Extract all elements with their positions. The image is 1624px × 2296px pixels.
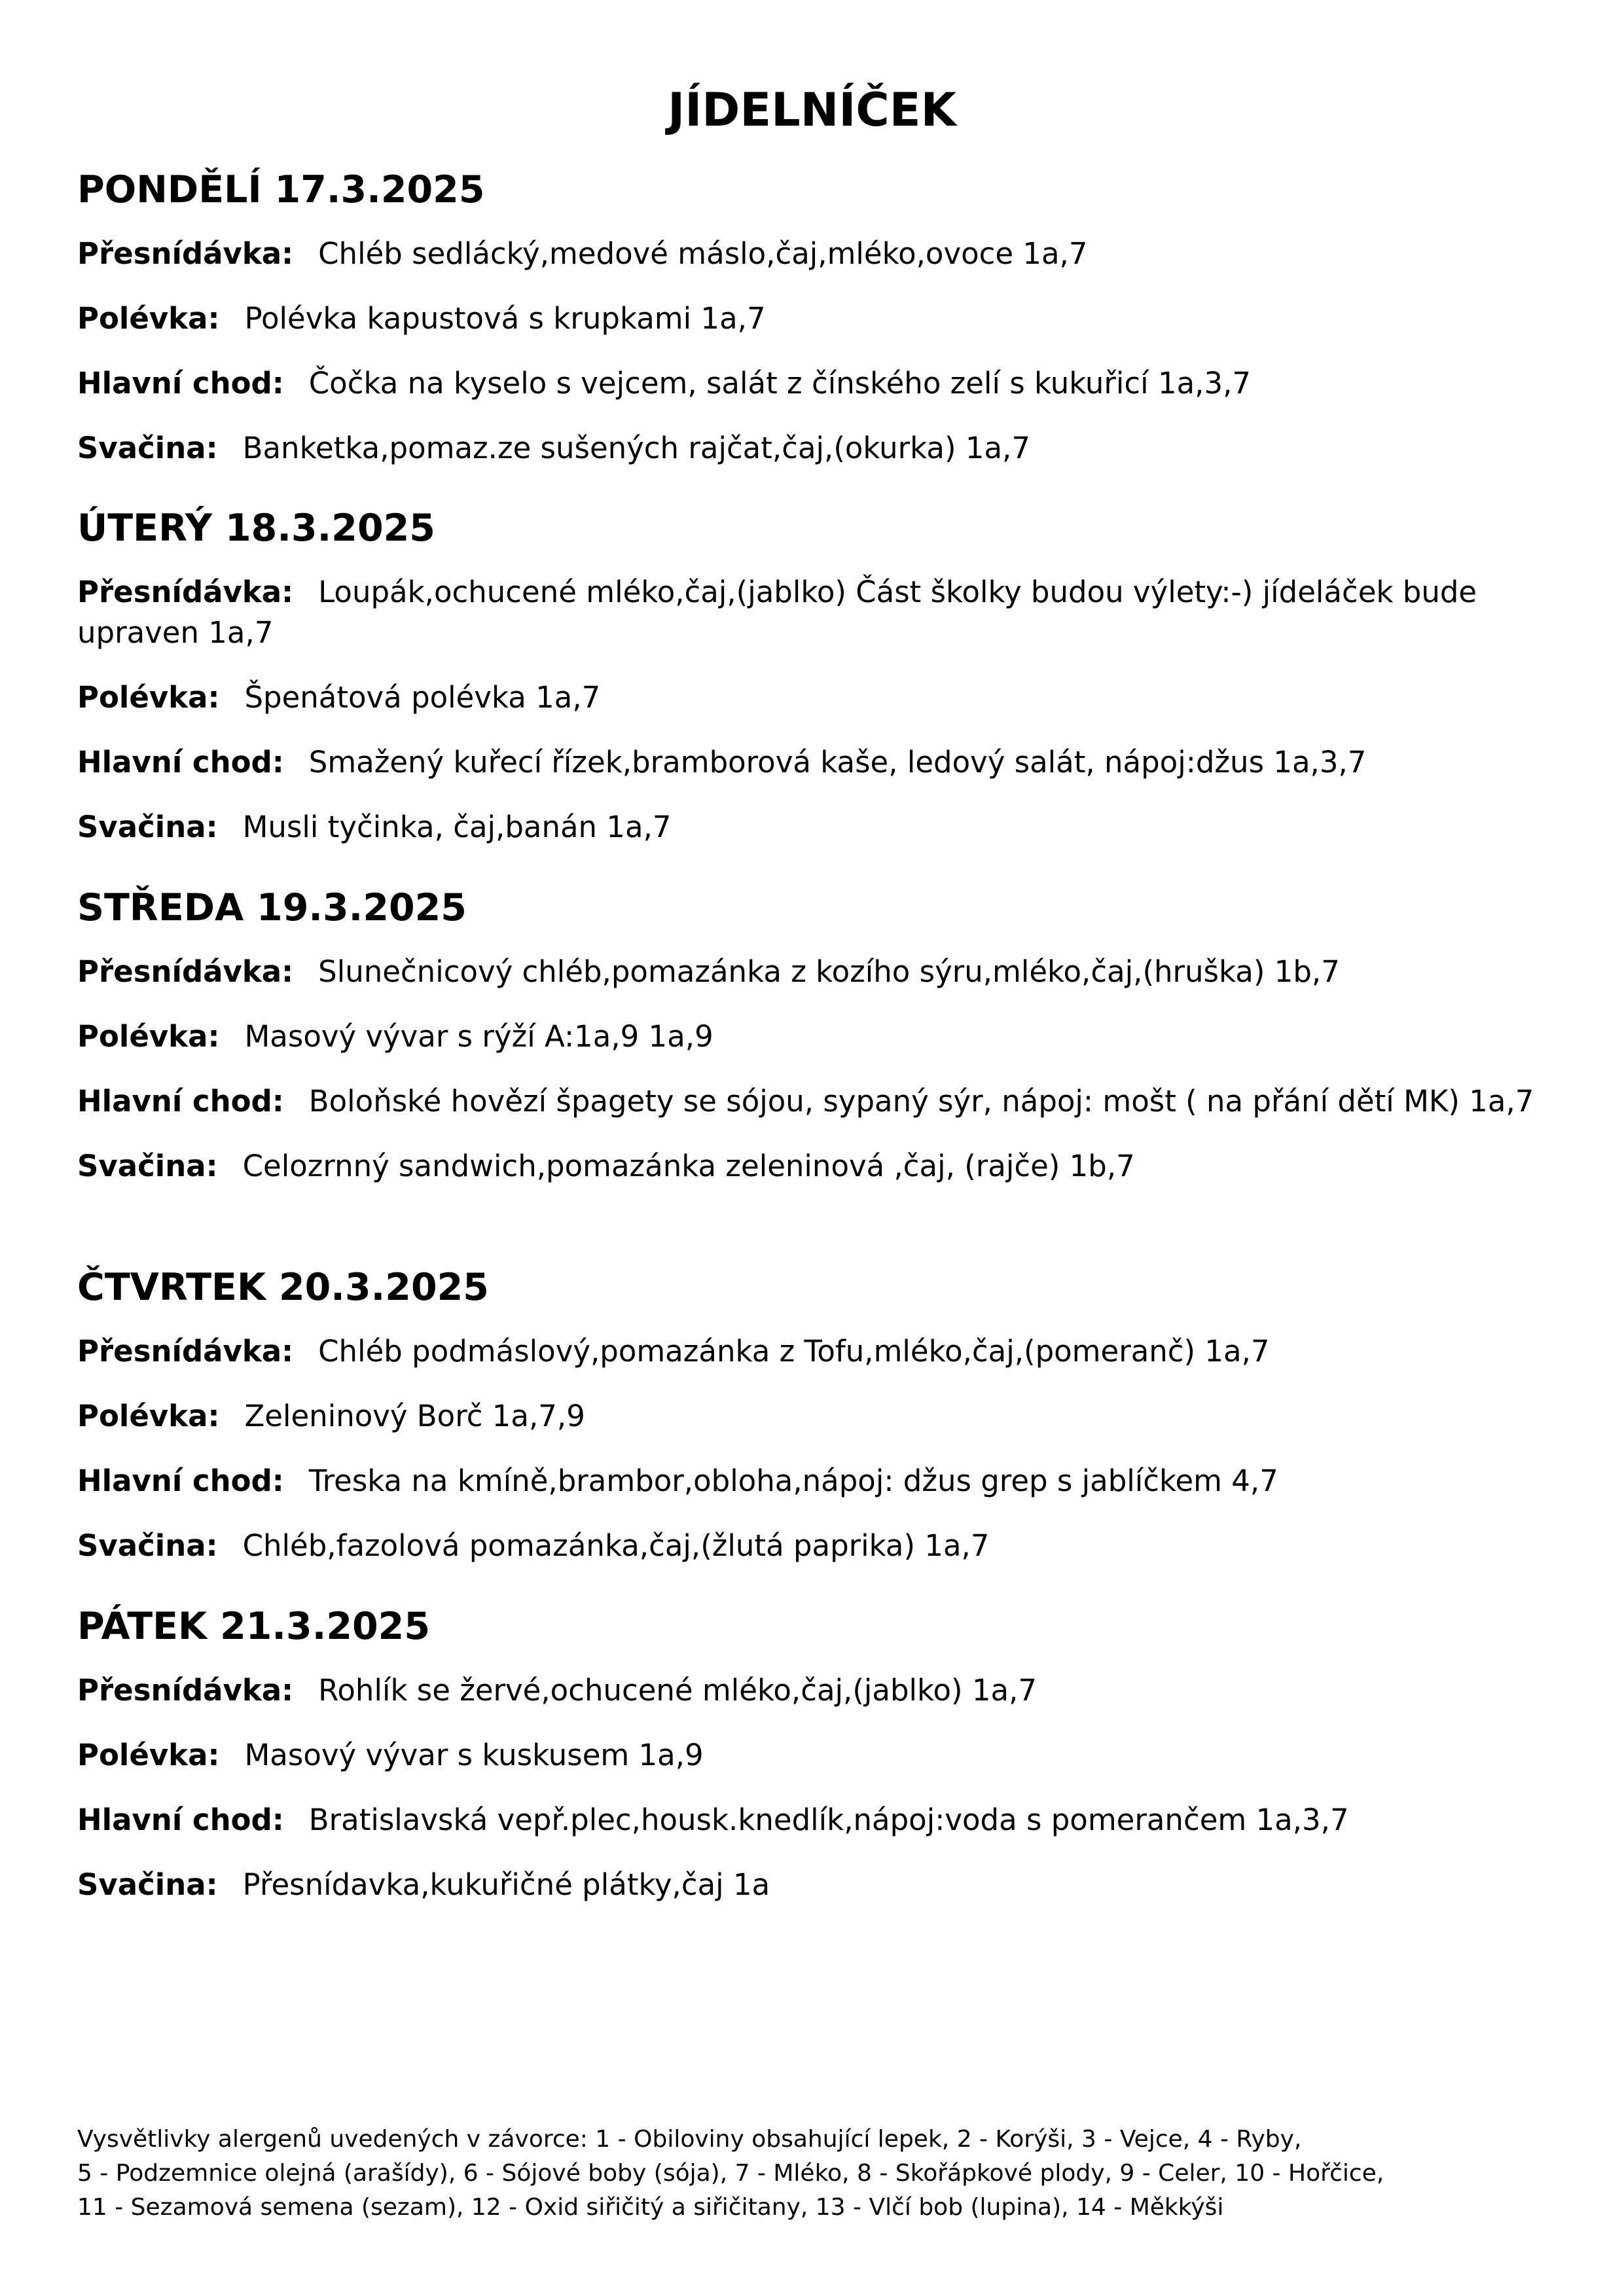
meal-polevka — [77, 298, 1543, 339]
meal-presnidavka — [77, 952, 1543, 992]
meal-text: Celozrnný sandwich,pomazánka zeleninová ,čaj, (rajče) 1b,7 — [242, 1149, 1135, 1183]
meal-text: Smažený kuřecí řízek,bramborová kaše, ledový salát, nápoj:džus 1a,3,7 — [308, 745, 1367, 780]
day-friday — [77, 1600, 1543, 1929]
meal-label: Hlavní chod: — [77, 1463, 284, 1498]
meal-label: Přesnídávka: — [77, 575, 294, 609]
legend-line: 5 - Podzemnice olejná (arašídy), 6 - Sójové boby (sója), 7 - Mléko, 8 - Skořápkové plody, 9 - Celer, 10 - Hořčice, — [77, 2160, 1384, 2187]
meal-text: Čočka na kyselo s vejcem, salát z čínského zelí s kukuřicí 1a,3,7 — [308, 366, 1252, 401]
meal-label: Svačina: — [77, 1149, 218, 1183]
meal-text: Musli tyčinka, čaj,banán 1a,7 — [242, 810, 672, 844]
meal-text: Treska na kmíně,brambor,obloha,nápoj: džus grep s jablíčkem 4,7 — [308, 1463, 1278, 1498]
meal-text: Špenátová polévka 1a,7 — [244, 680, 601, 715]
day-heading: PÁTEK 21.3.2025 — [77, 1605, 430, 1648]
meal-label: Polévka: — [77, 301, 220, 336]
meal-label: Polévka: — [77, 1019, 220, 1054]
day-monday — [77, 164, 1543, 493]
meal-hlavni-chod — [77, 742, 1543, 783]
meal-label: Polévka: — [77, 1399, 220, 1433]
meal-text: Přesnídavka,kukuřičné plátky,čaj 1a — [242, 1867, 770, 1902]
meal-svacina — [77, 1526, 1543, 1566]
meal-text: Masový vývar s kuskusem 1a,9 — [244, 1738, 704, 1772]
meal-label: Hlavní chod: — [77, 745, 284, 780]
meal-text: Chléb sedlácký,medové máslo,čaj,mléko,ovoce 1a,7 — [318, 236, 1088, 271]
meal-label: Přesnídávka: — [77, 1334, 294, 1369]
meal-polevka — [77, 677, 1543, 718]
meal-text: Zeleninový Borč 1a,7,9 — [244, 1399, 585, 1433]
meal-label: Hlavní chod: — [77, 1803, 284, 1837]
meal-svacina — [77, 807, 1543, 848]
meal-hlavni-chod — [77, 1081, 1543, 1122]
legend-line: 11 - Sezamová semena (sezam), 12 - Oxid siřičitý a siřičitany, 13 - Vlčí bob (lupina), 14 - Měkkýši — [77, 2194, 1224, 2221]
meal-presnidavka — [77, 572, 1543, 653]
meal-text: Chléb,fazolová pomazánka,čaj,(žlutá paprika) 1a,7 — [242, 1528, 990, 1563]
meal-polevka — [77, 1735, 1543, 1776]
meal-hlavni-chod — [77, 363, 1543, 404]
day-heading: ČTVRTEK 20.3.2025 — [77, 1266, 489, 1309]
meal-text: Slunečnicový chléb,pomazánka z kozího sýru,mléko,čaj,(hruška) 1b,7 — [318, 954, 1340, 989]
meal-svacina — [77, 428, 1543, 469]
meal-label: Svačina: — [77, 431, 218, 465]
meal-label: Svačina: — [77, 810, 218, 844]
day-tuesday — [77, 502, 1543, 872]
day-heading: STŘEDA 19.3.2025 — [77, 886, 467, 929]
meal-text: Rohlík se žervé,ochucené mléko,čaj,(jablko) 1a,7 — [318, 1673, 1038, 1708]
meal-label: Svačina: — [77, 1528, 218, 1563]
meal-presnidavka — [77, 1331, 1543, 1372]
meal-hlavni-chod — [77, 1461, 1543, 1501]
meal-label: Přesnídávka: — [77, 1673, 294, 1708]
meal-label: Přesnídávka: — [77, 236, 294, 271]
meal-polevka — [77, 1396, 1543, 1437]
meal-text: Polévka kapustová s krupkami 1a,7 — [244, 301, 766, 336]
meal-presnidavka — [77, 1670, 1543, 1711]
day-thursday — [77, 1261, 1543, 1590]
meal-label: Hlavní chod: — [77, 366, 284, 401]
meal-text: Loupák,ochucené mléko,čaj,(jablko) Část školky budou výlety:-) jídeláček bude upraven 1a,7 — [77, 575, 1477, 650]
meal-label: Polévka: — [77, 1738, 220, 1772]
meal-text: Chléb podmáslový,pomazánka z Tofu,mléko,čaj,(pomeranč) 1a,7 — [318, 1334, 1270, 1369]
meal-text: Banketka,pomaz.ze sušených rajčat,čaj,(okurka) 1a,7 — [242, 431, 1030, 465]
meal-label: Hlavní chod: — [77, 1084, 284, 1119]
meal-presnidavka — [77, 234, 1543, 274]
legend-line: Vysvětlivky alergenů uvedených v závorce: 1 - Obiloviny obsahující lepek, 2 - Korýši, 3 - Vejce, 4 - Ryby, — [77, 2126, 1302, 2153]
day-heading: ÚTERÝ 18.3.2025 — [77, 507, 435, 550]
meal-hlavni-chod — [77, 1800, 1543, 1840]
meal-polevka — [77, 1016, 1543, 1057]
day-heading: PONDĚLÍ 17.3.2025 — [77, 168, 485, 211]
allergen-legend — [77, 2123, 1543, 2225]
meal-text: Boloňské hovězí špagety se sójou, sypaný sýr, nápoj: mošt ( na přání dětí MK) 1a,7 — [308, 1084, 1534, 1119]
meal-svacina — [77, 1865, 1543, 1905]
page-title: JÍDELNÍČEK — [668, 83, 956, 137]
meal-label: Svačina: — [77, 1867, 218, 1902]
meal-label: Polévka: — [77, 680, 220, 715]
meal-label: Přesnídávka: — [77, 954, 294, 989]
meal-svacina — [77, 1146, 1543, 1187]
meal-text: Masový vývar s rýží A:1a,9 1a,9 — [244, 1019, 713, 1054]
meal-text: Bratislavská vepř.plec,housk.knedlík,nápoj:voda s pomerančem 1a,3,7 — [308, 1803, 1349, 1837]
day-wednesday — [77, 882, 1543, 1211]
